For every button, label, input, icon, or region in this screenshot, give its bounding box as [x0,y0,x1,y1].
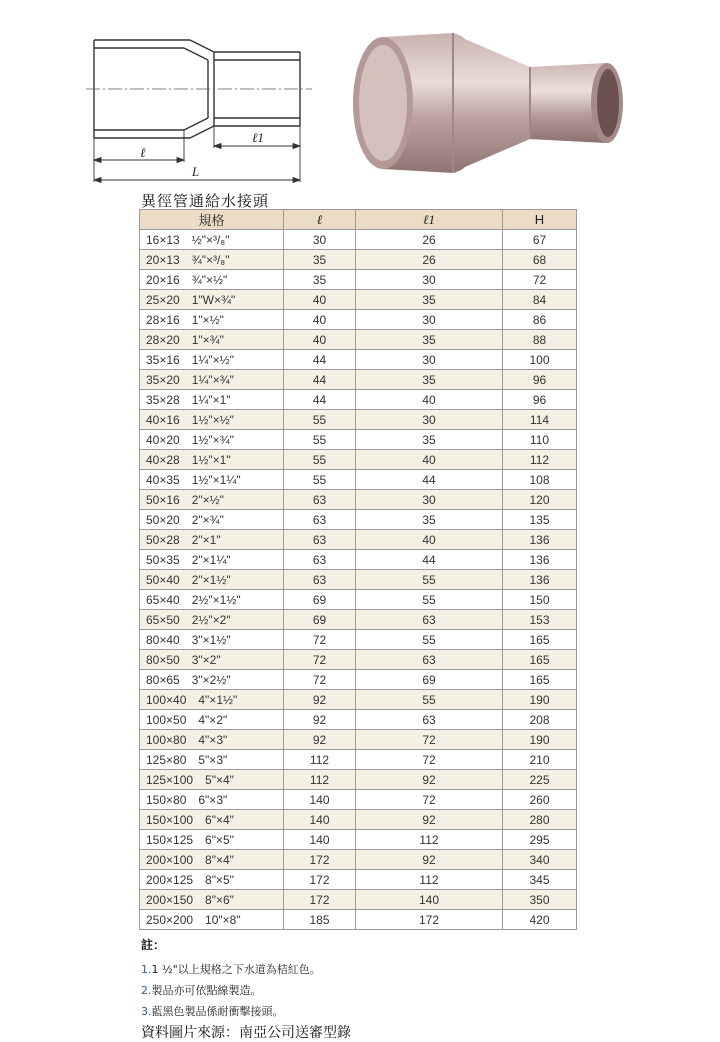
cell-l1: 40 [356,390,503,410]
dimension-label-l: ℓ [140,145,146,160]
cell-spec: 25×20 1"W×¾" [140,290,284,310]
table-row [140,730,577,750]
cell-spec: 80×50 3"×2" [140,650,284,670]
table-row [140,530,577,550]
cell-l1: 35 [356,290,503,310]
cell-l1: 140 [356,890,503,910]
note-text: 1 ½"以上規格之下水道為桔紅色。 [151,963,321,976]
cell-h: 345 [503,870,577,890]
table-row [140,810,577,830]
cell-l1: 35 [356,370,503,390]
table-row [140,550,577,570]
cell-spec: 28×16 1"×½" [140,310,284,330]
table-title: 異徑管通給水接頭 [141,192,270,210]
cell-spec: 50×40 2"×1½" [140,570,284,590]
reducer-cross-section-diagram [80,20,330,190]
cell-l1: 112 [356,870,503,890]
cell-spec: 16×13 ½"×³/₈" [140,230,284,250]
cell-l: 72 [284,650,356,670]
cell-l1: 44 [356,550,503,570]
cell-l1: 30 [356,350,503,370]
table-row [140,250,577,270]
cell-l1: 55 [356,570,503,590]
cell-l1: 30 [356,310,503,330]
cell-h: 68 [503,250,577,270]
dimension-label-l1: ℓ1 [252,130,264,145]
cell-spec: 50×20 2"×¾" [140,510,284,530]
cell-spec: 125×100 5"×4" [140,770,284,790]
table-row [140,910,577,930]
cell-l1: 26 [356,250,503,270]
cell-h: 150 [503,590,577,610]
cell-spec: 100×80 4"×3" [140,730,284,750]
cell-l: 44 [284,350,356,370]
cell-l: 44 [284,390,356,410]
cell-h: 165 [503,650,577,670]
cell-l: 112 [284,750,356,770]
table-row [140,710,577,730]
cell-l: 63 [284,530,356,550]
table-row [140,850,577,870]
cell-l1: 63 [356,650,503,670]
cell-h: 110 [503,430,577,450]
cell-l: 40 [284,290,356,310]
cell-l1: 30 [356,410,503,430]
cell-l: 172 [284,850,356,870]
table-row [140,430,577,450]
cell-h: 67 [503,230,577,250]
cell-l: 35 [284,270,356,290]
cell-h: 260 [503,790,577,810]
note-text: 製品亦可依點線製造。 [151,984,262,997]
cell-h: 190 [503,690,577,710]
table-row [140,770,577,790]
cell-l1: 92 [356,850,503,870]
note-number: 3. [141,1005,152,1018]
cell-spec: 40×28 1½"×1" [140,450,284,470]
cell-h: 165 [503,630,577,650]
cell-h: 88 [503,330,577,350]
cell-l: 63 [284,490,356,510]
cell-h: 225 [503,770,577,790]
header-spec: 規格 [140,210,284,230]
table-row [140,270,577,290]
cell-l: 172 [284,870,356,890]
table-row [140,830,577,850]
cell-l1: 55 [356,630,503,650]
table-row [140,690,577,710]
cell-l1: 35 [356,330,503,350]
cell-spec: 80×65 3"×2½" [140,670,284,690]
cell-spec: 150×100 6"×4" [140,810,284,830]
cell-h: 108 [503,470,577,490]
cell-h: 208 [503,710,577,730]
cell-h: 100 [503,350,577,370]
cell-l1: 55 [356,690,503,710]
cell-h: 136 [503,550,577,570]
cell-l1: 72 [356,750,503,770]
cell-spec: 100×40 4"×1½" [140,690,284,710]
table-row [140,490,577,510]
cell-l: 69 [284,590,356,610]
table-row [140,650,577,670]
cell-h: 114 [503,410,577,430]
cell-h: 210 [503,750,577,770]
cell-l: 44 [284,370,356,390]
cell-h: 96 [503,390,577,410]
cell-l: 185 [284,910,356,930]
cell-spec: 28×20 1"×¾" [140,330,284,350]
cell-l: 40 [284,330,356,350]
header-l: ℓ [284,210,356,230]
cell-l1: 30 [356,270,503,290]
cell-spec: 200×125 8"×5" [140,870,284,890]
cell-l: 35 [284,250,356,270]
note-item [141,959,641,980]
cell-l: 63 [284,510,356,530]
cell-l: 172 [284,890,356,910]
cell-l: 55 [284,410,356,430]
cell-spec: 80×40 3"×1½" [140,630,284,650]
cell-l: 55 [284,430,356,450]
cell-l1: 26 [356,230,503,250]
table-row [140,230,577,250]
cell-spec: 20×13 ¾"×³/₈" [140,250,284,270]
cell-l: 63 [284,550,356,570]
note-item [141,1001,641,1022]
cell-spec: 40×35 1½"×1¼" [140,470,284,490]
cell-spec: 20×16 ¾"×½" [140,270,284,290]
table-row [140,450,577,470]
table-row [140,890,577,910]
cell-spec: 65×50 2½"×2" [140,610,284,630]
cell-spec: 125×80 5"×3" [140,750,284,770]
cell-h: 165 [503,670,577,690]
table-row [140,510,577,530]
cell-h: 136 [503,530,577,550]
cell-spec: 150×125 6"×5" [140,830,284,850]
cell-h: 350 [503,890,577,910]
cell-l: 55 [284,470,356,490]
cell-l: 55 [284,450,356,470]
cell-l1: 172 [356,910,503,930]
cell-l1: 92 [356,810,503,830]
cell-spec: 100×50 4"×2" [140,710,284,730]
cell-l: 30 [284,230,356,250]
note-item [141,980,641,1001]
cell-l: 112 [284,770,356,790]
table-row [140,870,577,890]
spec-table [139,209,577,930]
cell-h: 190 [503,730,577,750]
cell-l: 92 [284,690,356,710]
cell-l: 140 [284,790,356,810]
source-caption: 資料圖片來源：南亞公司送審型錄 [141,1025,351,1041]
note-text: 藍黑色製品係耐衝擊接頭。 [151,1005,284,1018]
cell-l1: 44 [356,470,503,490]
cell-h: 340 [503,850,577,870]
cell-h: 135 [503,510,577,530]
note-number: 2. [141,984,152,997]
table-row [140,570,577,590]
cell-l: 40 [284,310,356,330]
cell-spec: 35×28 1¼"×1" [140,390,284,410]
cell-h: 84 [503,290,577,310]
cell-l1: 63 [356,710,503,730]
cell-spec: 200×150 8"×6" [140,890,284,910]
cell-h: 72 [503,270,577,290]
cell-l: 69 [284,610,356,630]
table-row [140,790,577,810]
table-row [140,470,577,490]
table-row [140,630,577,650]
table-row [140,390,577,410]
cell-spec: 40×16 1½"×½" [140,410,284,430]
table-row [140,610,577,630]
cell-spec: 35×16 1¼"×½" [140,350,284,370]
cell-l1: 55 [356,590,503,610]
cell-l1: 35 [356,510,503,530]
table-row [140,750,577,770]
cell-l: 92 [284,730,356,750]
table-row [140,410,577,430]
cell-spec: 40×20 1½"×¾" [140,430,284,450]
notes-section [141,936,641,1042]
cell-l1: 72 [356,790,503,810]
cell-l: 140 [284,810,356,830]
cell-l: 92 [284,710,356,730]
cell-l1: 40 [356,530,503,550]
cell-l1: 40 [356,450,503,470]
cell-l: 72 [284,630,356,650]
table-header-row [140,210,577,230]
cell-l1: 72 [356,730,503,750]
cell-l: 140 [284,830,356,850]
cell-l: 72 [284,670,356,690]
cell-h: 280 [503,810,577,830]
cell-h: 295 [503,830,577,850]
cell-l1: 63 [356,610,503,630]
header-l1: ℓ1 [356,210,503,230]
cell-l1: 69 [356,670,503,690]
cell-spec: 50×16 2"×½" [140,490,284,510]
cell-spec: 250×200 10"×8" [140,910,284,930]
cell-h: 112 [503,450,577,470]
cell-h: 120 [503,490,577,510]
cell-l1: 35 [356,430,503,450]
table-row [140,290,577,310]
cell-spec: 150×80 6"×3" [140,790,284,810]
reducer-product-photo [345,15,635,190]
cell-l1: 112 [356,830,503,850]
cell-spec: 35×20 1¼"×¾" [140,370,284,390]
table-row [140,350,577,370]
dimension-label-L: L [192,164,200,179]
notes-header: 註： [141,938,166,952]
cell-spec: 200×100 8"×4" [140,850,284,870]
cell-h: 136 [503,570,577,590]
table-row [140,590,577,610]
cell-spec: 50×35 2"×1¼" [140,550,284,570]
cell-l1: 30 [356,490,503,510]
cell-h: 420 [503,910,577,930]
note-number: 1. [141,963,152,976]
cell-h: 86 [503,310,577,330]
cell-l: 63 [284,570,356,590]
cell-spec: 50×28 2"×1" [140,530,284,550]
cell-l1: 92 [356,770,503,790]
header-h: H [503,210,577,230]
table-row [140,670,577,690]
cell-h: 96 [503,370,577,390]
cell-spec: 65×40 2½"×1½" [140,590,284,610]
table-row [140,370,577,390]
table-row [140,330,577,350]
cell-h: 153 [503,610,577,630]
table-row [140,310,577,330]
